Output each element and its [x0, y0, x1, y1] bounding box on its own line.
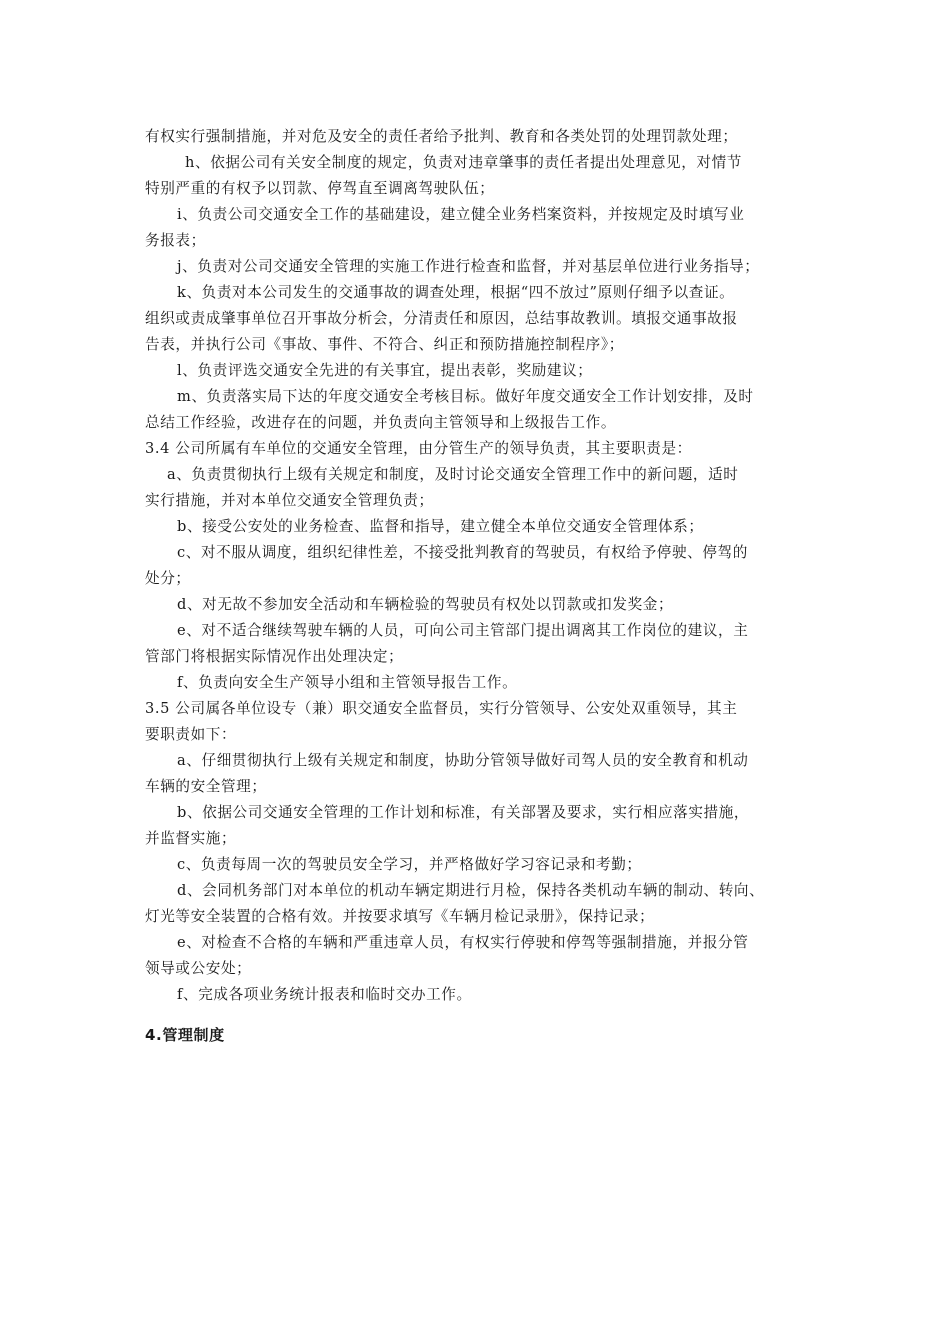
paragraph-line: 特别严重的有权予以罚款、停驾直至调离驾驶队伍； — [145, 180, 495, 197]
paragraph-line-f: f、完成各项业务统计报表和临时交办工作。 — [177, 986, 472, 1003]
paragraph-line-e: e、对不适合继续驾驶车辆的人员，可向公司主管部门提出调离其工作岗位的建议，主 — [177, 622, 749, 639]
paragraph-line: 管部门将根据实际情况作出处理决定； — [145, 648, 404, 665]
paragraph-line-h: h、依据公司有关安全制度的规定，负责对违章肇事的责任者提出处理意见，对情节 — [185, 154, 742, 171]
paragraph-line-b: b、依据公司交通安全管理的工作计划和标准，有关部署及要求，实行相应落实措施， — [177, 804, 750, 821]
paragraph-line: 要职责如下： — [145, 726, 237, 743]
paragraph-line-k: k、负责对本公司发生的交通事故的调查处理，根据“四不放过”原则仔细予以查证。 — [177, 284, 735, 301]
paragraph-line: 车辆的安全管理； — [145, 778, 267, 795]
paragraph-line-a: a、负责贯彻执行上级有关规定和制度，及时讨论交通安全管理工作中的新问题，适时 — [167, 466, 739, 483]
paragraph-line: 有权实行强制措施，并对危及安全的责任者给予批判、教育和各类处罚的处理罚款处理； — [145, 128, 738, 145]
paragraph-line: 并监督实施； — [145, 830, 237, 847]
paragraph-line: 处分； — [145, 570, 191, 587]
paragraph-line-c: c、对不服从调度，组织纪律性差，不接受批判教育的驾驶员，有权给予停驶、停驾的 — [177, 544, 748, 561]
section-3-5-line: 3.5 公司属各单位设专（兼）职交通安全监督员，实行分管领导、公安处双重领导，其主 — [145, 700, 738, 717]
paragraph-line: 总结工作经验，改进存在的问题，并负责向主管领导和上级报告工作。 — [145, 414, 617, 431]
paragraph-line-a: a、仔细贯彻执行上级有关规定和制度，协助分管领导做好司驾人员的安全教育和机动 — [177, 752, 749, 769]
paragraph-line: 告表，并执行公司《事故、事件、不符合、纠正和预防措施控制程序》； — [145, 336, 624, 353]
paragraph-line-e: e、对检查不合格的车辆和严重违章人员，有权实行停驶和停驾等强制措施，并报分管 — [177, 934, 749, 951]
paragraph-line: 灯光等安全装置的合格有效。并按要求填写《车辆月检记录册》，保持记录； — [145, 908, 655, 925]
paragraph-line-c: c、负责每周一次的驾驶员安全学习，并严格做好学习容记录和考勤； — [177, 856, 642, 873]
paragraph-line: 领导或公安处； — [145, 960, 252, 977]
paragraph-line-b: b、接受公安处的业务检查、监督和指导，建立健全本单位交通安全管理体系； — [177, 518, 704, 535]
paragraph-line: 实行措施，并对本单位交通安全管理负责； — [145, 492, 434, 509]
paragraph-line-d: d、对无故不参加安全活动和车辆检验的驾驶员有权处以罚款或扣发奖金； — [177, 596, 674, 613]
section-heading: 4.管理制度 — [145, 1026, 225, 1044]
document-body — [145, 124, 825, 1048]
paragraph-line-l: l、负责评选交通安全先进的有关事宜，提出表彰，奖励建议； — [177, 362, 593, 379]
paragraph-line-f: f、负责向安全生产领导小组和主管领导报告工作。 — [177, 674, 518, 691]
section-3-4-line: 3.4 公司所属有车单位的交通安全管理，由分管生产的领导负责，其主要职责是： — [145, 440, 692, 457]
paragraph-line-i: i、负责公司交通安全工作的基础建设，建立健全业务档案资料，并按规定及时填写业 — [177, 206, 745, 223]
paragraph-line: 组织或责成肇事单位召开事故分析会，分清责任和原因，总结事故教训。填报交通事故报 — [145, 310, 738, 327]
paragraph-line-m: m、负责落实局下达的年度交通安全考核目标。做好年度交通安全工作计划安排，及时 — [177, 388, 754, 405]
paragraph-line-j: j、负责对公司交通安全管理的实施工作进行检查和监督，并对基层单位进行业务指导； — [177, 258, 760, 275]
paragraph-line: 务报表； — [145, 232, 206, 249]
paragraph-line-d: d、会同机务部门对本单位的机动车辆定期进行月检，保持各类机动车辆的制动、转向、 — [177, 882, 765, 899]
